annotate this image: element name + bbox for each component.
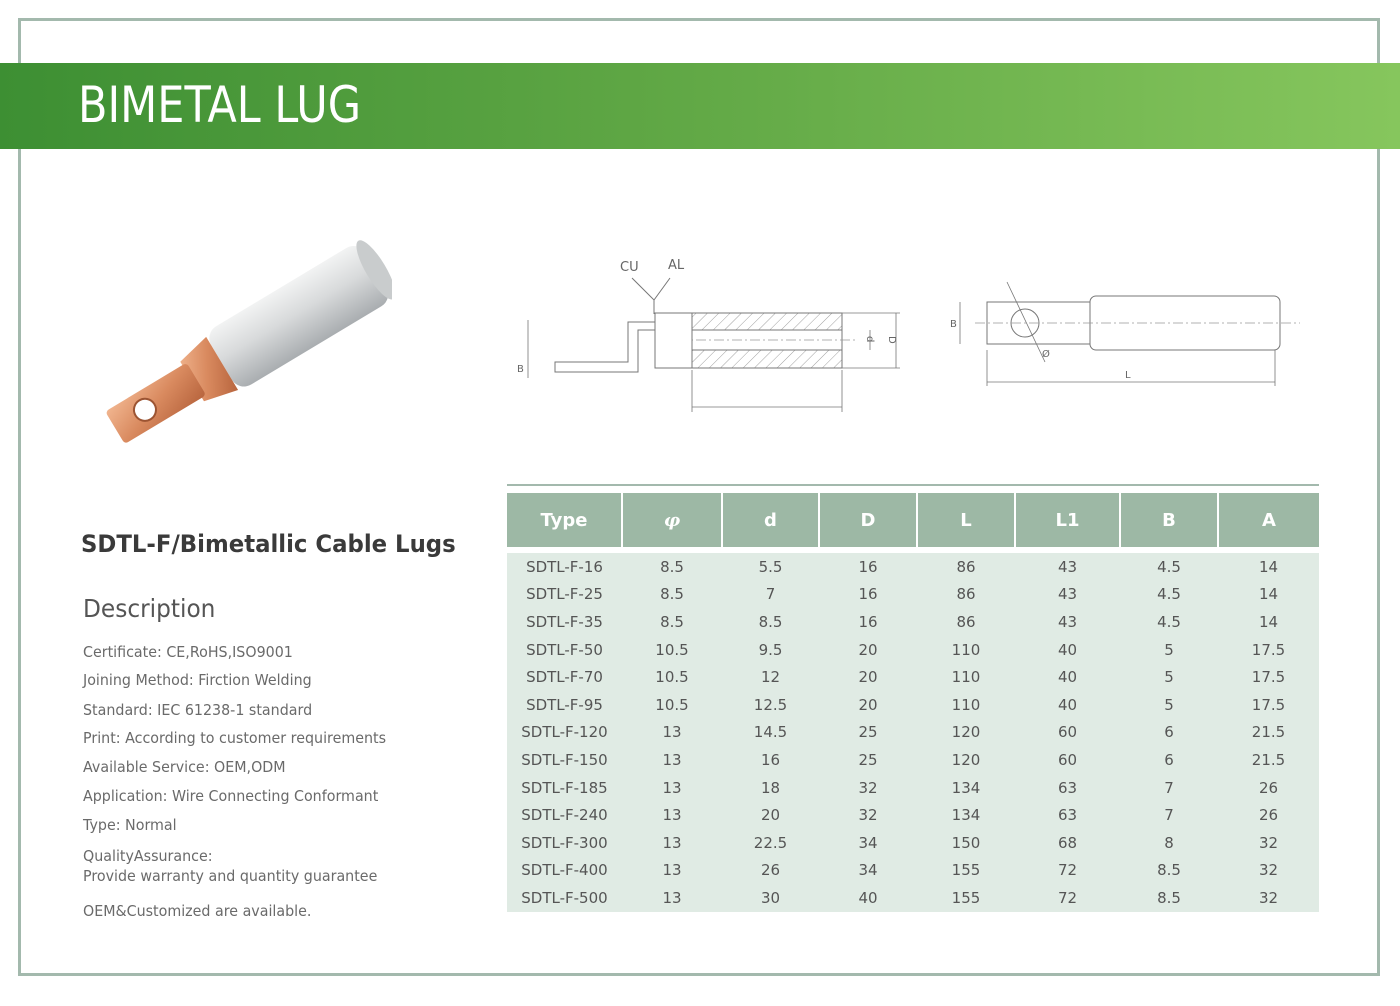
description-title: Description: [83, 594, 216, 623]
value-cell: 5: [1120, 663, 1218, 691]
label-side-b: B: [517, 364, 524, 375]
value-cell: 12: [722, 663, 819, 691]
label-cu: CU: [620, 260, 639, 275]
value-cell: 32: [1218, 857, 1319, 885]
value-cell: 26: [722, 857, 819, 885]
value-cell: 32: [819, 801, 917, 829]
value-cell: 155: [917, 884, 1015, 912]
value-cell: 8.5: [622, 581, 722, 609]
value-cell: 26: [1218, 774, 1319, 802]
value-cell: 20: [722, 801, 819, 829]
table-row: [507, 884, 1319, 912]
type-cell: SDTL-F-500: [507, 884, 622, 912]
value-cell: 150: [917, 829, 1015, 857]
table-row: [507, 636, 1319, 664]
label-side-d-small: d: [864, 336, 875, 343]
value-cell: 14: [1218, 608, 1319, 636]
value-cell: 17.5: [1218, 663, 1319, 691]
value-cell: 10.5: [622, 636, 722, 664]
value-cell: 6: [1120, 746, 1218, 774]
value-cell: 5.5: [722, 553, 819, 581]
col-header-a: A: [1218, 493, 1319, 547]
value-cell: 43: [1015, 553, 1120, 581]
value-cell: 8.5: [1120, 857, 1218, 885]
value-cell: 10.5: [622, 691, 722, 719]
value-cell: 14: [1218, 581, 1319, 609]
label-top-b: B: [950, 319, 957, 330]
table-body: [507, 553, 1319, 912]
value-cell: 25: [819, 746, 917, 774]
value-cell: 8: [1120, 829, 1218, 857]
value-cell: 32: [1218, 884, 1319, 912]
table-top-rule: [507, 484, 1319, 486]
value-cell: 110: [917, 663, 1015, 691]
value-cell: 43: [1015, 581, 1120, 609]
value-cell: 10.5: [622, 663, 722, 691]
value-cell: 63: [1015, 801, 1120, 829]
value-cell: 4.5: [1120, 581, 1218, 609]
page-title: BIMETAL LUG: [78, 76, 362, 134]
value-cell: 4.5: [1120, 608, 1218, 636]
spec-line: Provide warranty and quantity guarantee: [83, 867, 378, 885]
top-technical-drawing: [945, 270, 1305, 400]
value-cell: 8.5: [722, 608, 819, 636]
table-row: [507, 719, 1319, 747]
col-header-type: Type: [507, 493, 622, 547]
spec-line: Type: Normal: [83, 816, 177, 834]
table-row: [507, 829, 1319, 857]
value-cell: 120: [917, 719, 1015, 747]
value-cell: 13: [622, 719, 722, 747]
spec-line: Certificate: CE,RoHS,ISO9001: [83, 643, 293, 661]
value-cell: 13: [622, 774, 722, 802]
table-row: [507, 663, 1319, 691]
value-cell: 120: [917, 746, 1015, 774]
spec-line: Standard: IEC 61238-1 standard: [83, 701, 313, 719]
value-cell: 17.5: [1218, 691, 1319, 719]
value-cell: 13: [622, 746, 722, 774]
table-row: [507, 581, 1319, 609]
type-cell: SDTL-F-400: [507, 857, 622, 885]
col-header-d: d: [722, 493, 819, 547]
value-cell: 21.5: [1218, 719, 1319, 747]
spec-line: Application: Wire Connecting Conformant: [83, 787, 379, 805]
table-row: [507, 774, 1319, 802]
spec-line: Available Service: OEM,ODM: [83, 758, 286, 776]
value-cell: 16: [722, 746, 819, 774]
type-cell: SDTL-F-300: [507, 829, 622, 857]
value-cell: 26: [1218, 801, 1319, 829]
spec-table: [507, 493, 1319, 912]
value-cell: 40: [1015, 691, 1120, 719]
value-cell: 6: [1120, 719, 1218, 747]
value-cell: 13: [622, 801, 722, 829]
value-cell: 110: [917, 691, 1015, 719]
value-cell: 16: [819, 581, 917, 609]
table-row: [507, 553, 1319, 581]
value-cell: 30: [722, 884, 819, 912]
value-cell: 60: [1015, 746, 1120, 774]
value-cell: 16: [819, 608, 917, 636]
spec-line: QualityAssurance:: [83, 847, 213, 865]
value-cell: 18: [722, 774, 819, 802]
label-top-phi: Ø: [1042, 349, 1050, 360]
value-cell: 21.5: [1218, 746, 1319, 774]
value-cell: 9.5: [722, 636, 819, 664]
value-cell: 25: [819, 719, 917, 747]
col-header-phi: φ: [622, 493, 722, 547]
value-cell: 40: [819, 884, 917, 912]
value-cell: 155: [917, 857, 1015, 885]
table-header-row: [507, 493, 1319, 547]
table-row: [507, 691, 1319, 719]
value-cell: 8.5: [622, 608, 722, 636]
label-side-d-large: D: [886, 336, 897, 344]
value-cell: 86: [917, 581, 1015, 609]
value-cell: 68: [1015, 829, 1120, 857]
value-cell: 22.5: [722, 829, 819, 857]
type-cell: SDTL-F-95: [507, 691, 622, 719]
type-cell: SDTL-F-150: [507, 746, 622, 774]
value-cell: 13: [622, 829, 722, 857]
value-cell: 5: [1120, 636, 1218, 664]
value-cell: 12.5: [722, 691, 819, 719]
table-row: [507, 746, 1319, 774]
type-cell: SDTL-F-240: [507, 801, 622, 829]
col-header-l1: L1: [1015, 493, 1120, 547]
type-cell: SDTL-F-185: [507, 774, 622, 802]
value-cell: 32: [819, 774, 917, 802]
table-row: [507, 857, 1319, 885]
value-cell: 17.5: [1218, 636, 1319, 664]
value-cell: 8.5: [1120, 884, 1218, 912]
value-cell: 13: [622, 857, 722, 885]
label-top-l: L: [1125, 370, 1131, 381]
type-cell: SDTL-F-50: [507, 636, 622, 664]
value-cell: 60: [1015, 719, 1120, 747]
value-cell: 5: [1120, 691, 1218, 719]
value-cell: 32: [1218, 829, 1319, 857]
value-cell: 14: [1218, 553, 1319, 581]
value-cell: 134: [917, 774, 1015, 802]
table-row: [507, 608, 1319, 636]
value-cell: 20: [819, 636, 917, 664]
value-cell: 7: [1120, 774, 1218, 802]
type-cell: SDTL-F-16: [507, 553, 622, 581]
value-cell: 86: [917, 553, 1015, 581]
value-cell: 16: [819, 553, 917, 581]
value-cell: 40: [1015, 636, 1120, 664]
value-cell: 72: [1015, 857, 1120, 885]
value-cell: 20: [819, 691, 917, 719]
type-cell: SDTL-F-120: [507, 719, 622, 747]
value-cell: 63: [1015, 774, 1120, 802]
value-cell: 86: [917, 608, 1015, 636]
product-name: SDTL-F/Bimetallic Cable Lugs: [81, 530, 456, 558]
spec-line: Print: According to customer requirements: [83, 729, 387, 747]
value-cell: 7: [1120, 801, 1218, 829]
value-cell: 13: [622, 884, 722, 912]
col-header-l: L: [917, 493, 1015, 547]
value-cell: 72: [1015, 884, 1120, 912]
value-cell: 7: [722, 581, 819, 609]
col-header-b: B: [1120, 493, 1218, 547]
spec-line: OEM&Customized are available.: [83, 902, 312, 920]
value-cell: 4.5: [1120, 553, 1218, 581]
copper-palm: [105, 363, 206, 445]
product-photo: [82, 228, 392, 463]
type-cell: SDTL-F-25: [507, 581, 622, 609]
spec-line: Joining Method: Firction Welding: [83, 671, 312, 689]
value-cell: 34: [819, 829, 917, 857]
col-header-d-outer: D: [819, 493, 917, 547]
value-cell: 14.5: [722, 719, 819, 747]
value-cell: 110: [917, 636, 1015, 664]
type-cell: SDTL-F-35: [507, 608, 622, 636]
value-cell: 34: [819, 857, 917, 885]
value-cell: 43: [1015, 608, 1120, 636]
label-al: AL: [668, 258, 685, 273]
value-cell: 20: [819, 663, 917, 691]
value-cell: 8.5: [622, 553, 722, 581]
value-cell: 40: [1015, 663, 1120, 691]
table-row: [507, 801, 1319, 829]
type-cell: SDTL-F-70: [507, 663, 622, 691]
side-technical-drawing: [510, 250, 910, 420]
value-cell: 134: [917, 801, 1015, 829]
